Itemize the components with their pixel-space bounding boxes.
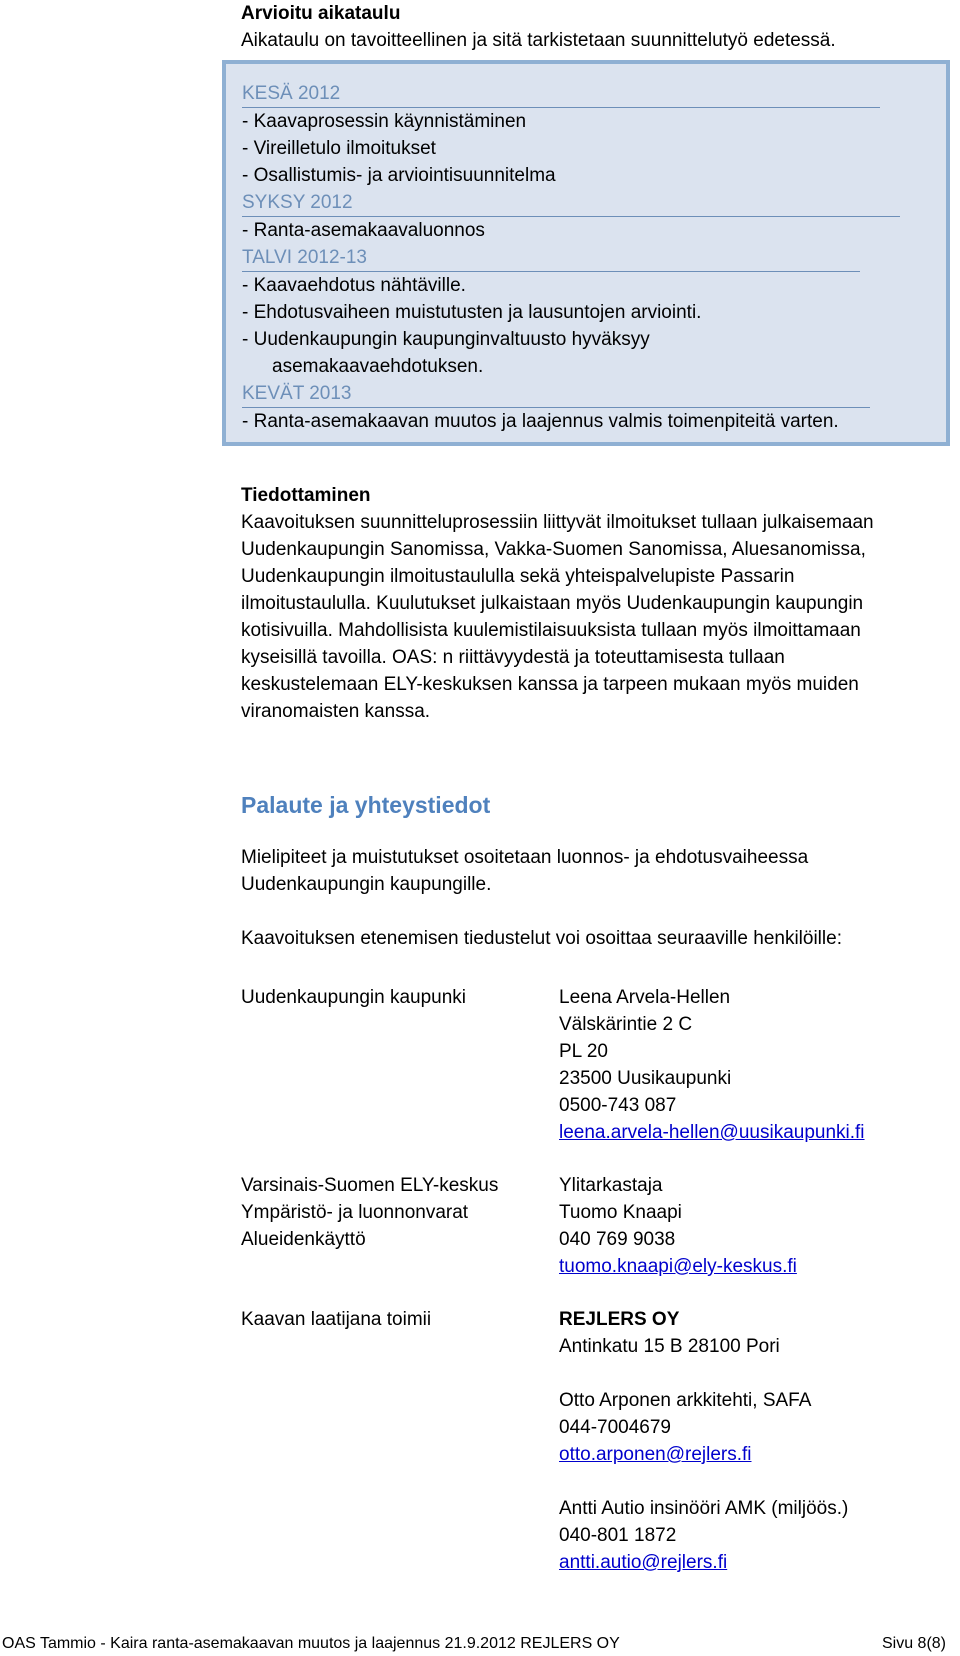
schedule-item: - Ranta-asemakaavan muutos ja laajennus valmis toimenpiteitä varten. <box>242 411 839 432</box>
page-footer <box>0 1632 960 1656</box>
contact-postal: 23500 Uusikaupunki <box>559 1068 732 1089</box>
contact-phone: 0500-743 087 <box>559 1095 677 1116</box>
schedule-intro: Aikataulu on tavoitteellinen ja sitä tarkistetaan suunnittelutyö edetessä. <box>241 30 836 51</box>
schedule-item: - Vireilletulo ilmoitukset <box>242 138 436 159</box>
planner-details <box>559 1306 939 1576</box>
schedule-item: asemakaavaehdotuksen. <box>272 356 484 377</box>
schedule-item: - Kaavaehdotus nähtäville. <box>242 275 466 296</box>
feedback-section <box>241 790 931 952</box>
schedule-item: - Ehdotusvaiheen muistutusten ja lausuntojen arviointi. <box>242 302 702 323</box>
planner-phone: 040-801 1872 <box>559 1525 677 1546</box>
contact-org: Varsinais-Suomen ELY-keskus <box>241 1175 499 1196</box>
contact-pobox: PL 20 <box>559 1041 608 1062</box>
schedule-title: Arvioitu aikataulu <box>241 3 401 24</box>
feedback-p2: Kaavoituksen etenemisen tiedustelut voi osoittaa seuraaville henkilöille: <box>241 928 842 949</box>
season-label: SYKSY 2012 <box>242 189 900 217</box>
schedule-box <box>222 60 950 446</box>
planner-email-link[interactable]: otto.arponen@rejlers.fi <box>559 1444 752 1465</box>
contact-name: Tuomo Knaapi <box>559 1202 682 1223</box>
feedback-p1: Mielipiteet ja muistutukset osoitetaan luonnos- ja ehdotusvaiheessa Uudenkaupungin kaupungille. <box>241 847 809 895</box>
info-section <box>241 482 931 725</box>
planner-address: Antinkatu 15 B 28100 Pori <box>559 1336 780 1357</box>
contact-org-unit: Ympäristö- ja luonnonvarat <box>241 1202 469 1223</box>
contact-email-link[interactable]: leena.arvela-hellen@uusikaupunki.fi <box>559 1122 865 1143</box>
contact-org-dept: Alueidenkäyttö <box>241 1229 366 1250</box>
planner-phone: 044-7004679 <box>559 1417 671 1438</box>
planner-company: REJLERS OY <box>559 1309 680 1330</box>
contact-phone: 040 769 9038 <box>559 1229 676 1250</box>
schedule-item: - Osallistumis- ja arviointisuunnitelma <box>242 165 556 186</box>
schedule-header <box>241 0 931 54</box>
contact-email-link[interactable]: tuomo.knaapi@ely-keskus.fi <box>559 1256 797 1277</box>
info-title: Tiedottaminen <box>241 485 371 506</box>
schedule-item: - Kaavaprosessin käynnistäminen <box>242 111 527 132</box>
schedule-list <box>242 80 932 435</box>
season-label: KESÄ 2012 <box>242 80 880 108</box>
contact-details <box>559 984 939 1146</box>
season-label: TALVI 2012-13 <box>242 244 860 272</box>
contact-street: Välskärintie 2 C <box>559 1014 693 1035</box>
info-body: Kaavoituksen suunnitteluprosessiin liittyvät ilmoitukset tullaan julkaisemaan Uudenkaupungin Sanomissa, Vakka-Suomen Sanomissa, Aluesanomissa, Uudenkaupungin ilmoitustaululla sekä yhteispalvelupiste Passarin ilmoitustaululla. Kuulutukset julkaistaan myös Uudenkaupungin kaupungin kotisivuilla. Mahdollisista kuulemistilaisuuksista tullaan myös ilmoittamaan kyseisillä tavoilla. OAS: n riittävyydestä ja toteuttamisesta tullaan keskustelemaan ELY-keskuksen kanssa ja tarpeen mukaan myös muiden viranomaisten kanssa. <box>241 512 874 722</box>
contact-name: Leena Arvela-Hellen <box>559 987 731 1008</box>
planner-person: Antti Autio insinööri AMK (miljöös.) <box>559 1498 849 1519</box>
page-number: Sivu 8(8) <box>881 1635 946 1652</box>
contact-role: Ylitarkastaja <box>559 1175 663 1196</box>
schedule-item: - Ranta-asemakaavaluonnos <box>242 220 485 241</box>
feedback-title: Palaute ja yhteystiedot <box>241 792 491 818</box>
contact-details <box>559 1172 939 1280</box>
planner-person: Otto Arponen arkkitehti, SAFA <box>559 1390 812 1411</box>
planner-label: Kaavan laatijana toimii <box>241 1309 432 1330</box>
contact-org: Uudenkaupungin kaupunki <box>241 987 467 1008</box>
planner-email-link[interactable]: antti.autio@rejlers.fi <box>559 1552 728 1573</box>
season-label: KEVÄT 2013 <box>242 380 870 408</box>
schedule-item: - Uudenkaupungin kaupunginvaltuusto hyväksyy <box>242 329 650 350</box>
footer-text: OAS Tammio - Kaira ranta-asemakaavan muutos ja laajennus 21.9.2012 REJLERS OY <box>2 1635 620 1652</box>
contact-org-block <box>241 1172 541 1253</box>
